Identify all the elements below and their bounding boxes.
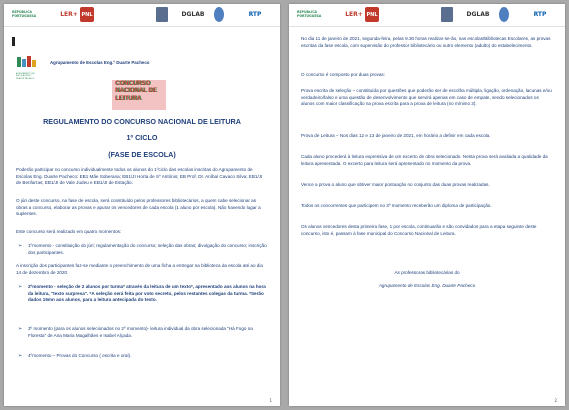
globe-logo xyxy=(499,7,509,22)
rtp-logo: RTP xyxy=(533,11,547,18)
contest-logo: CONCURSO NACIONAL DE LEITURA xyxy=(112,80,166,110)
school-name: Agrupamento de Escolas Eng.º Duarte Pacheco xyxy=(50,60,150,65)
inscription-paragraph: A inscrição dos participantes faz-se mediante o preenchimento de uma ficha a entregar na biblioteca da escola até ao dia 14 de dezembro de 2020. xyxy=(16,263,263,275)
page-number: 2 xyxy=(554,398,557,403)
intro-paragraph: Poderão participar no concurso individualmente todos os alunos do 1ºciclo das escolas inscritas do Agrupamento de Escolas Eng. Duarte Pacheco: EB1 Mãe Soberana; EB1/JI Horta de Sº António; EB Prof. Dr. Aníbal Cavaco Silva; EB1/JI de Benfarras; EB1/JI de Vale Judeu e EB1/JI de Estação. xyxy=(16,167,263,186)
header-logos xyxy=(4,4,280,27)
arrow-bullet-icon: ➢ xyxy=(18,243,23,249)
document-title: REGULAMENTO DO CONCURSO NACIONAL DE LEITURA xyxy=(43,117,241,126)
winner-paragraph: Vence a prova o aluno que obtiver maior pontuação no conjunto das duas provas realizadas. xyxy=(301,182,490,187)
reading-procedure-paragraph: Cada aluno procederá à leitura expressiva de um excerto de obra selecionado. Nesta prova será avaliada a qualidade da leitura apresentada. O excerto para leitura será apresentado no momento da prova. xyxy=(301,154,548,166)
dglab-logo: DGLAB xyxy=(466,11,490,18)
phase-title: (FASE DE ESCOLA) xyxy=(108,150,176,159)
header-logos xyxy=(289,4,565,27)
page-number: 1 xyxy=(269,398,272,403)
pnl-logo: PNL xyxy=(365,7,379,22)
written-test-paragraph: Prova escrita de seleção – constituída por questões que poderão ser de escolha múltipla, ligação, ordenação, lacunas e/ou verdadeiro/falso e uma questão de desenvolvimento que servirá apenas em caso de empate, sendo selecionados os alunos com maior classificação na prova escrita para a prova de leitura (no mínimo 3). xyxy=(301,88,552,107)
ler-logo: LER+ xyxy=(345,11,363,18)
reading-test-paragraph: Prova de Leitura – Nos dias 12 e 13 de janeiro de 2021, em horário a definir em cada escola. xyxy=(301,133,491,138)
arrow-bullet-icon: ➢ xyxy=(18,284,23,290)
ler-logo: LER+ xyxy=(60,11,78,18)
moment-2: 2ºmomento - seleção de 2 alunos por turma* através da leitura de um texto*, apresentado aos alunos na hora da leitura, "texto surpresa". *A seleção será feita por voto secreto, pelos restantes colegas da turma. *Serão dados 15mn aos alunos, para a leitura antecipada do texto. xyxy=(28,284,266,303)
republic-logo: REPÚBLICA PORTUGUESA xyxy=(12,9,37,18)
moment-3: 3º momento (para os alunos selecionados no 2º momento)- leitura individual da obra selecionada "Há Fogo na Floresta" de Ana Maria Magalhães e Isabel Alçada. xyxy=(28,326,253,338)
document-page-2 xyxy=(289,4,565,406)
next-phase-paragraph: Os alunos vencedores desta primeira fase, 1 por escola, continuarão e são convidados para a etapa seguinte deste concurso, isto é, passam à fase municipal do Concurso Nacional de Leitura. xyxy=(301,224,537,236)
moment-4: 4ºmomento – Provas do Concurso ( escrita e oral). xyxy=(28,353,132,358)
dglab-logo: DGLAB xyxy=(181,11,205,18)
schedule-paragraph: No dia 11 de janeiro de 2021, segunda-feira, pelas 9.30 horas realizar-se-ão, nas escolas/Bibliotecas Escolares, as provas escritas da fase escola, com supervisão do professor bibliotecário ou outro elemento (adulto) do estabelecimento. xyxy=(301,36,551,48)
moment-1: 1ºmomento - constituição do júri; regulamentação do concurso; seleção das obras; divulgação do concurso; inscrição dos participantes. xyxy=(28,243,267,255)
document-page-1 xyxy=(4,4,280,406)
rtp-logo: RTP xyxy=(248,11,262,18)
jury-paragraph: O júri deste concurso, na fase de escola, será constituído pelos professores bibliotecários, a quem cabe selecionar as obras a concurso, elaborar as provas e apurar os vencedores de cada escola (1 aluno por escola). Não havendo lugar a suplentes. xyxy=(16,198,261,217)
pnl-logo: PNL xyxy=(80,7,94,22)
cycle-title: 1º CICLO xyxy=(126,133,158,142)
arrow-bullet-icon: ➢ xyxy=(18,326,23,332)
moments-intro: Este concurso será realizado em quatro momentos: xyxy=(16,229,122,234)
globe-logo xyxy=(214,7,224,22)
diploma-paragraph: Todos os concorrentes que participem no 3º momento receberão um diploma de participação. xyxy=(301,203,492,208)
signoff: As professoras bibliotecárias do xyxy=(394,270,460,275)
crest-logo xyxy=(156,7,168,22)
arrow-bullet-icon: ➢ xyxy=(18,353,23,359)
text-cursor-mark xyxy=(12,37,15,46)
tests-intro: O concurso é composto por duas provas: xyxy=(301,72,386,77)
republic-logo: REPÚBLICA PORTUGUESA xyxy=(297,9,322,18)
crest-logo xyxy=(441,7,453,22)
school-logo: AGRUPAMENTO DE ESCOLAS ENG.º DUARTE PACHECO xyxy=(16,54,38,74)
signoff-school: Agrupamento de Escolas Eng. Duarte Pacheco xyxy=(378,283,476,288)
